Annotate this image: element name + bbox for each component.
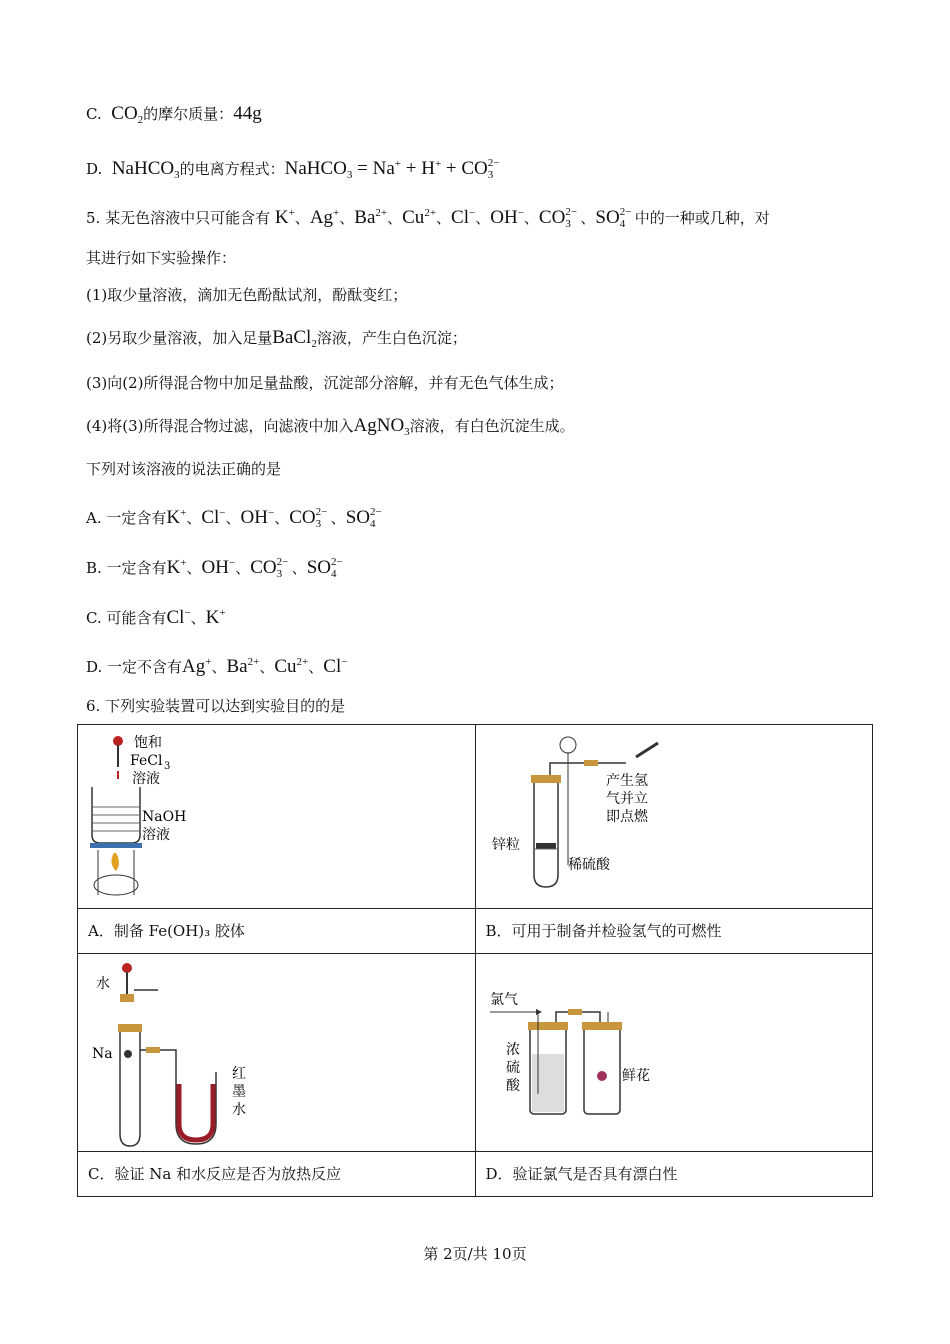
ion-oh: OH — [240, 507, 268, 528]
caption-c: C．验证 Na 和水反应是否为放热反应 — [78, 1152, 476, 1197]
superscript: − — [228, 557, 236, 569]
option-value: 44g — [233, 103, 262, 124]
separator: 、 — [436, 209, 452, 227]
ion-k: K — [166, 557, 181, 578]
q5-option-a — [86, 503, 382, 534]
fig-a-label-naoh-solution: 溶液 — [142, 827, 170, 843]
superscript: 2− — [565, 206, 578, 218]
subscript: 3 — [174, 169, 180, 181]
option-text: 的摩尔质量： — [143, 105, 234, 123]
fig-c-label-water: 水 — [96, 976, 110, 992]
subscript: 3 — [487, 169, 494, 181]
superscript: + — [288, 207, 295, 219]
separator: 、 — [235, 559, 251, 577]
superscript: 2− — [315, 506, 328, 518]
superscript: 2+ — [424, 207, 437, 219]
ion-k: K — [274, 207, 289, 228]
superscript: 2− — [276, 556, 289, 568]
ion-cl: Cl — [201, 507, 220, 528]
q6-stem: 6. 下列实验装置可以达到实验目的的是 — [86, 697, 346, 715]
fig-c-label-na: Na — [92, 1046, 113, 1062]
superscript: + — [205, 656, 212, 668]
formula: BaCl — [272, 327, 312, 348]
separator: 、 — [211, 658, 227, 676]
option-text: D. 一定不含有 — [86, 658, 183, 676]
step-text: 溶液，有白色沉淀生成。 — [409, 417, 575, 435]
superscript: + — [180, 557, 187, 569]
fig-b-label-3: 即点燃 — [605, 809, 648, 825]
option-text: 的电离方程式： — [179, 160, 285, 178]
separator: 、 — [339, 209, 355, 227]
separator: 、 — [308, 658, 324, 676]
separator: 、 — [186, 559, 202, 577]
q5-step1: (1)取少量溶液，滴加无色酚酞试剂，酚酞变红； — [86, 286, 408, 304]
caption-a: A．制备 Fe(OH)₃ 胶体 — [78, 909, 476, 954]
eq-co3: CO — [461, 158, 488, 179]
ion-ba: Ba — [354, 207, 376, 228]
q5-step4 — [86, 416, 575, 442]
ion-k: K — [205, 607, 220, 628]
separator: 、 — [259, 658, 275, 676]
option-c — [86, 104, 262, 130]
superscript: 2+ — [296, 656, 309, 668]
ion-co3: CO — [289, 507, 316, 528]
fig-b-label-1: 产生氢 — [605, 773, 648, 789]
superscript: 2− — [487, 157, 500, 169]
eq-lhs: NaHCO — [284, 158, 347, 179]
separator: 、 — [387, 209, 403, 227]
subscript: 3 — [404, 426, 410, 438]
eq-plus: + — [400, 158, 422, 179]
eq-equals: = — [352, 158, 373, 179]
superscript: − — [341, 656, 348, 668]
subscript: 2 — [311, 338, 317, 350]
subscript: 4 — [619, 218, 626, 230]
q5-stem-prefix: 5. 某无色溶液中只可能含有 — [86, 209, 271, 227]
figure-c-sodium-setup — [78, 954, 478, 1151]
page-footer: 第 2页/共 10页 — [423, 1245, 527, 1263]
separator: 、 — [580, 209, 596, 227]
ion-cu: Cu — [402, 207, 425, 228]
ion-so4: SO — [595, 207, 620, 228]
option-label: C. — [86, 105, 102, 123]
option-text: C. 可能含有 — [86, 609, 167, 627]
ion-oh: OH — [490, 207, 518, 228]
fig-d-label-sulfuric: 硫 — [505, 1060, 520, 1076]
superscript: + — [434, 158, 442, 170]
formula: CO — [111, 103, 138, 124]
figure-cell-a — [78, 725, 476, 909]
subscript: 3 — [276, 568, 283, 580]
fig-c-label-ink: 墨 — [232, 1084, 246, 1100]
eq-plus: + — [441, 158, 462, 179]
fig-c-label-red: 红 — [232, 1066, 246, 1082]
subscript: 4 — [369, 518, 376, 530]
figure-cell-d — [475, 954, 873, 1152]
q5-step2 — [86, 328, 467, 354]
option-d — [86, 154, 500, 185]
apparatus-table — [77, 724, 873, 1197]
subscript: 3 — [315, 518, 322, 530]
ion-cu: Cu — [274, 656, 297, 677]
superscript: + — [333, 207, 340, 219]
eq-h: H — [421, 158, 435, 179]
superscript: − — [267, 507, 275, 519]
option-label: D. — [86, 160, 103, 178]
superscript: + — [180, 507, 187, 519]
q5-stem-suffix: 中的一种或几种，对 — [634, 209, 770, 227]
figure-a-colloid-setup — [78, 725, 478, 908]
separator: 、 — [294, 209, 310, 227]
ion-so4: SO — [345, 507, 370, 528]
subscript: 4 — [330, 568, 337, 580]
fig-a-label-naoh: NaOH — [142, 809, 187, 825]
superscript: 2− — [619, 206, 632, 218]
separator: 、 — [274, 509, 290, 527]
figure-b-hydrogen-setup — [476, 725, 866, 908]
superscript: − — [184, 607, 191, 619]
ion-co3: CO — [538, 207, 566, 228]
caption-d: D．验证氯气是否具有漂白性 — [475, 1152, 873, 1197]
superscript: − — [517, 207, 524, 219]
fig-a-label-fecl: FeCl — [130, 753, 163, 769]
separator: 、 — [330, 509, 346, 527]
fig-b-label-zinc: 锌粒 — [491, 837, 520, 853]
ion-cl: Cl — [166, 607, 185, 628]
subscript: 3 — [346, 169, 353, 181]
separator: 、 — [225, 509, 241, 527]
q5-stem-line2: 其进行如下实验操作： — [86, 249, 237, 267]
formula: NaHCO — [111, 158, 175, 179]
ion-ag: Ag — [182, 656, 206, 677]
superscript: + — [394, 158, 401, 170]
ion-ba: Ba — [226, 656, 248, 677]
subscript: 2 — [137, 114, 144, 126]
superscript: − — [219, 507, 226, 519]
fig-a-label-solution: 溶液 — [132, 771, 160, 787]
fig-d-label-acid: 酸 — [505, 1078, 520, 1094]
superscript: + — [219, 607, 226, 619]
step-text: (2)另取少量溶液，加入足量 — [86, 329, 273, 347]
ion-co3: CO — [250, 557, 277, 578]
caption-b: B．可用于制备并检验氢气的可燃性 — [475, 909, 873, 954]
subscript: 3 — [565, 218, 571, 230]
q5-step3: (3)向(2)所得混合物中加足量盐酸，沉淀部分溶解，并有无色气体生成； — [86, 374, 564, 392]
fig-d-label-flower: 鲜花 — [621, 1068, 650, 1084]
step-text: (4)将(3)所得混合物过滤，向滤液中加入 — [86, 417, 354, 435]
ion-cl: Cl — [323, 656, 342, 677]
superscript: 2+ — [247, 656, 260, 668]
fig-b-label-2: 气并立 — [605, 791, 648, 807]
superscript: 2− — [330, 556, 343, 568]
fig-a-label-saturated: 饱和 — [134, 735, 162, 751]
fig-d-label-chlorine: 氯气 — [489, 992, 518, 1008]
eq-na: Na — [372, 158, 395, 179]
figure-cell-b — [475, 725, 873, 909]
fig-d-label-conc: 浓 — [505, 1042, 520, 1058]
separator: 、 — [523, 209, 539, 227]
ion-ag: Ag — [309, 207, 334, 228]
fig-a-label-fecl-sub: 3 — [164, 761, 171, 772]
figure-cell-c — [78, 954, 476, 1152]
superscript: 2− — [369, 506, 382, 518]
separator: 、 — [186, 509, 202, 527]
q5-option-d — [86, 652, 347, 677]
q5-option-b — [86, 553, 343, 584]
formula: AgNO — [353, 415, 405, 436]
separator: 、 — [291, 559, 307, 577]
ion-cl: Cl — [451, 207, 469, 228]
q5-stem — [86, 203, 770, 234]
fig-c-label-ink-water: 水 — [232, 1102, 246, 1118]
ion-so4: SO — [306, 557, 331, 578]
figure-d-chlorine-setup — [476, 954, 866, 1151]
separator: 、 — [190, 609, 206, 627]
option-text: A. 一定含有 — [86, 509, 167, 527]
superscript: 2+ — [375, 207, 388, 219]
option-text: B. 一定含有 — [86, 559, 167, 577]
ion-oh: OH — [201, 557, 229, 578]
q5-option-c — [86, 603, 226, 628]
fig-b-label-acid: 稀硫酸 — [567, 857, 610, 873]
ionization-equation — [284, 157, 500, 181]
superscript: − — [469, 207, 476, 219]
q5-prompt: 下列对该溶液的说法正确的是 — [86, 460, 282, 478]
ion-k: K — [166, 507, 181, 528]
separator: 、 — [475, 209, 491, 227]
step-text: 溶液，产生白色沉淀； — [316, 329, 467, 347]
